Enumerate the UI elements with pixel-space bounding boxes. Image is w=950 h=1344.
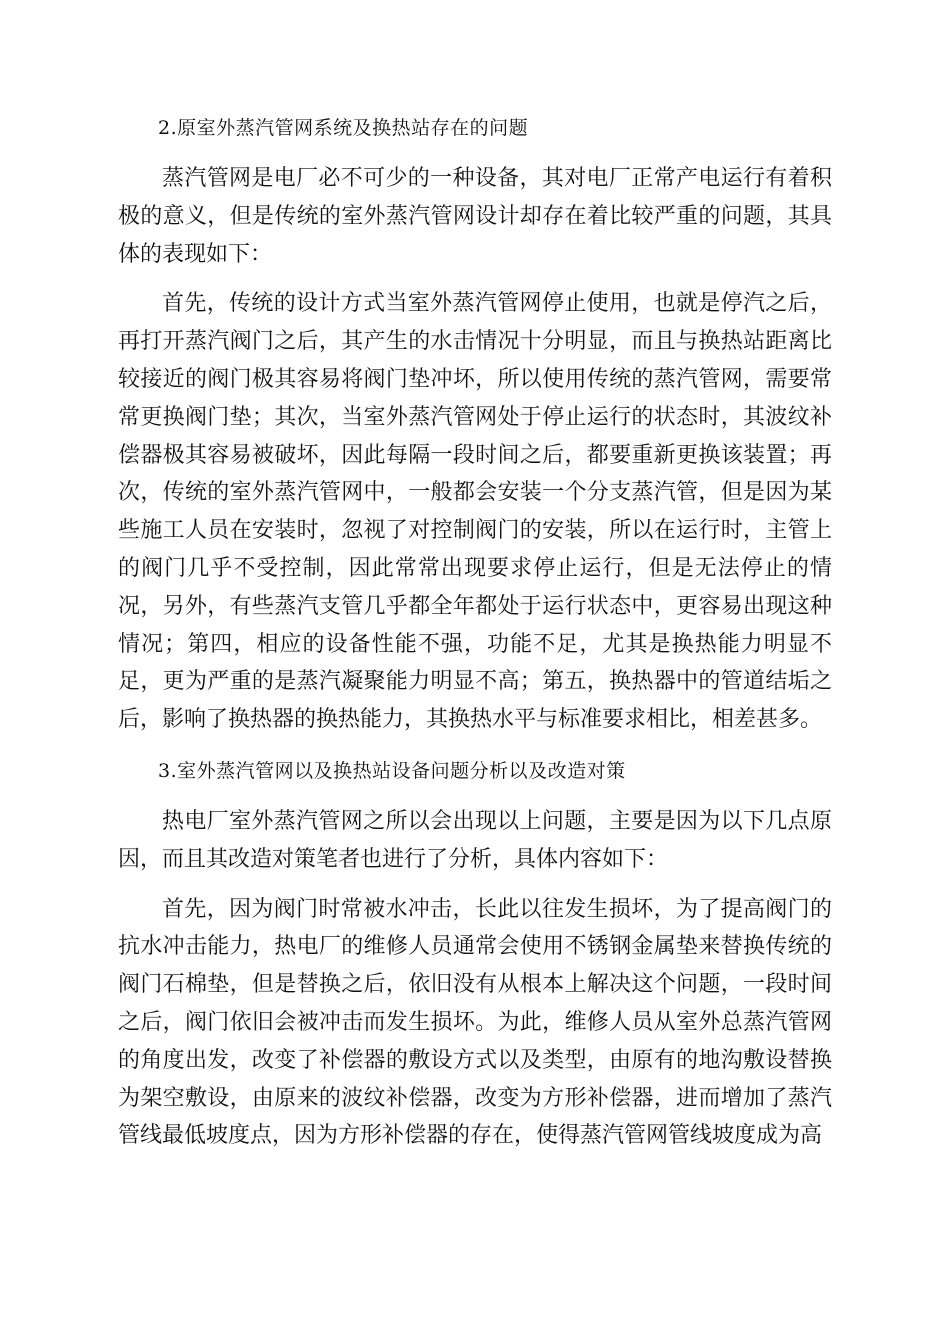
section-3-paragraph-1: 热电厂室外蒸汽管网之所以会出现以上问题，主要是因为以下几点原因，而且其改造对策笔者也进行了分析，具体内容如下：	[118, 808, 832, 872]
section-2-heading: 2.原室外蒸汽管网系统及换热站存在的问题	[158, 117, 529, 139]
section-3-paragraph-2: 首先，因为阀门时常被水冲击，长此以往发生损坏，为了提高阀门的抗水冲击能力，热电厂的维修人员通常会使用不锈钢金属垫来替换传统的阀门石棉垫，但是替换之后，依旧没有从根本上解决这个问题，一段时间之后，阀门依旧会被冲击而发生损坏。为此，维修人员从室外总蒸汽管网的角度出发，改变了补偿器的敷设方式以及类型，由原有的地沟敷设替换为架空敷设，由原来的波纹补偿器，改变为方形补偿器，进而增加了蒸汽管线最低坡度点，因为方形补偿器的存在，使得蒸汽管网管线坡度成为高	[118, 896, 832, 1149]
section-3-heading: 3.室外蒸汽管网以及换热站设备问题分析以及改造对策	[158, 759, 626, 782]
section-2-paragraph-1: 蒸汽管网是电厂必不可少的一种设备，其对电厂正常产电运行有着积极的意义，但是传统的室外蒸汽管网设计却存在着比较严重的问题，其具体的表现如下：	[118, 166, 832, 267]
section-2-paragraph-2: 首先，传统的设计方式当室外蒸汽管网停止使用，也就是停汽之后，再打开蒸汽阀门之后，其产生的水击情况十分明显，而且与换热站距离比较接近的阀门极其容易将阀门垫冲坏，所以使用传统的蒸汽管网，需要常常更换阀门垫；其次，当室外蒸汽管网处于停止运行的状态时，其波纹补偿器极其容易被破坏，因此每隔一段时间之后，都要重新更换该装置；再次，传统的室外蒸汽管网中，一般都会安装一个分支蒸汽管，但是因为某些施工人员在安装时，忽视了对控制阀门的安装，所以在运行时，主管上的阀门几乎不受控制，因此常常出现要求停止运行，但是无法停止的情况，另外，有些蒸汽支管几乎都全年都处于运行状态中，更容易出现这种情况；第四，相应的设备性能不强，功能不足，尤其是换热能力明显不足，更为严重的是蒸汽凝聚能力明显不高；第五，换热器中的管道结垢之后，影响了换热器的换热能力，其换热水平与标准要求相比，相差甚多。	[118, 291, 832, 733]
